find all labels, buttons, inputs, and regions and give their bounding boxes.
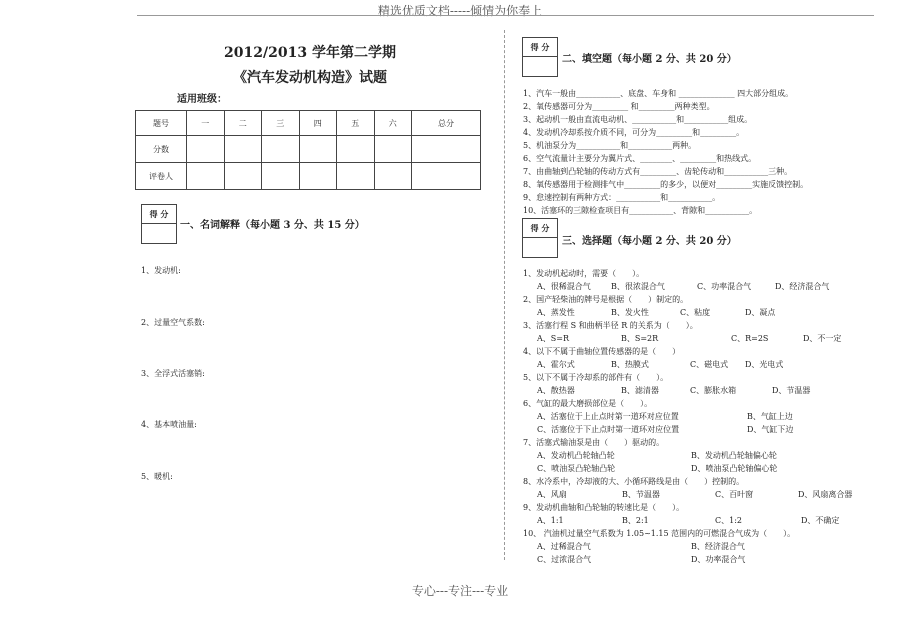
score-box-label: 得 分 xyxy=(142,205,176,224)
term-item: 3、全浮式活塞销: xyxy=(141,369,205,378)
choice-question: 8、水冷系中，冷却液的大、小循环路线是由（ ）控制的。 xyxy=(523,477,745,486)
choice-option[interactable]: B、热膜式 xyxy=(611,360,649,369)
fill-item: 9、怠速控制有两种方式：___________和___________。 xyxy=(523,193,721,202)
term-item: 1、发动机: xyxy=(141,266,181,275)
choice-option[interactable]: B、2:1 xyxy=(622,516,649,525)
choice-option[interactable]: C、磁电式 xyxy=(690,360,729,369)
header-cell: 二 xyxy=(224,111,262,136)
section3-score-box xyxy=(522,218,558,258)
choice-option[interactable]: B、滤清器 xyxy=(621,386,659,395)
choice-option[interactable]: A、活塞位于上止点时第一道环对应位置 xyxy=(537,412,679,421)
page-header: 精选优质文档-----倾情为你奉上 xyxy=(377,4,543,18)
choice-option[interactable]: D、凝点 xyxy=(745,308,776,317)
choice-option[interactable]: B、S=2R xyxy=(621,334,659,343)
term-item: 2、过量空气系数: xyxy=(141,318,205,327)
fill-item: 7、由曲轴到凸轮轴的传动方式有_________、齿轮传动和___________三种。 xyxy=(523,167,793,176)
choice-option[interactable]: D、喷油泵凸轮轴偏心轮 xyxy=(691,464,778,473)
choice-option[interactable]: D、光电式 xyxy=(745,360,784,369)
score-table xyxy=(135,110,481,190)
header-cell: 题号 xyxy=(136,111,187,136)
fill-item: 6、空气流量计主要分为翼片式、________、_________和热线式。 xyxy=(523,154,757,163)
choice-option[interactable]: A、散热器 xyxy=(537,386,575,395)
choice-option[interactable]: B、发动机凸轮轴偏心轮 xyxy=(691,451,777,460)
section3-title: 三、选择题（每小题 2 分、共 20 分） xyxy=(562,236,737,247)
header-cell: 五 xyxy=(337,111,375,136)
choice-option[interactable]: D、经济混合气 xyxy=(775,282,830,291)
choice-option[interactable]: A、蒸发性 xyxy=(537,308,575,317)
choice-option[interactable]: C、1:2 xyxy=(715,516,742,525)
grader-cell[interactable] xyxy=(262,163,300,190)
term-item: 5、暖机: xyxy=(141,472,173,481)
fill-item: 2、氧传感器可分为_________ 和_________两种类型。 xyxy=(523,102,715,111)
choice-option[interactable]: D、功率混合气 xyxy=(691,555,746,564)
score-cell[interactable] xyxy=(337,136,375,163)
fill-item: 10、活塞环的三隙检查项目有___________、背隙和___________。 xyxy=(523,206,758,215)
header-cell: 总分 xyxy=(412,111,481,136)
class-label: 适用班级： xyxy=(177,94,227,105)
choice-option[interactable]: B、经济混合气 xyxy=(691,542,745,551)
choice-option[interactable]: A、发动机凸轮轴凸轮 xyxy=(537,451,615,460)
choice-question: 1、发动机起动时，需要（ ）。 xyxy=(523,269,645,278)
fill-item: 3、起动机一般由直流电动机、___________和___________组成。 xyxy=(523,115,753,124)
section1-title: 一、名词解释（每小题 3 分、共 15 分） xyxy=(180,220,365,231)
choice-option[interactable]: C、活塞位于下止点时第一道环对应位置 xyxy=(537,425,680,434)
choice-option[interactable]: D、不确定 xyxy=(801,516,840,525)
fill-item: 4、发动机冷却系按介质不同，可分为_________和_________。 xyxy=(523,128,745,137)
choice-option[interactable]: A、霍尔式 xyxy=(537,360,575,369)
choice-option[interactable]: D、不一定 xyxy=(803,334,842,343)
choice-option[interactable]: A、过稀混合气 xyxy=(537,542,591,551)
row-label: 分数 xyxy=(136,136,187,163)
choice-option[interactable]: B、气缸上边 xyxy=(747,412,793,421)
section2-title: 二、填空题（每小题 2 分、共 20 分） xyxy=(562,54,737,65)
grader-row xyxy=(136,163,481,190)
fill-item: 5、机油泵分为___________和___________两种。 xyxy=(523,141,697,150)
choice-question: 7、活塞式输油泵是由（ ）驱动的。 xyxy=(523,438,665,447)
fill-item: 8、氧传感器用于检测排气中_________的多少，以便对_________实施反馈控制。 xyxy=(523,180,809,189)
choice-option[interactable]: C、粘度 xyxy=(680,308,711,317)
grader-cell[interactable] xyxy=(187,163,225,190)
score-row xyxy=(136,136,481,163)
choice-question: 3、活塞行程 S 和曲柄半径 R 的关系为（ ）。 xyxy=(523,321,698,330)
page-footer: 专心---专注---专业 xyxy=(411,584,509,598)
choice-option[interactable]: D、气缸下边 xyxy=(747,425,794,434)
score-box-label: 得 分 xyxy=(523,219,557,238)
grader-cell[interactable] xyxy=(299,163,337,190)
choice-option[interactable]: B、很浓混合气 xyxy=(611,282,665,291)
choice-question: 5、以下不属于冷却系的部件有（ ）。 xyxy=(523,373,669,382)
choice-option[interactable]: A、风扇 xyxy=(537,490,567,499)
header-cell: 三 xyxy=(262,111,300,136)
score-cell[interactable] xyxy=(374,136,412,163)
score-cell[interactable] xyxy=(224,136,262,163)
section2-score-box xyxy=(522,37,558,77)
choice-option[interactable]: D、节温器 xyxy=(772,386,811,395)
grader-cell[interactable] xyxy=(374,163,412,190)
score-box-label: 得 分 xyxy=(523,38,557,57)
choice-option[interactable]: C、喷油泵凸轮轴凸轮 xyxy=(537,464,616,473)
choice-question: 6、气缸的最大磨损部位是（ ）。 xyxy=(523,399,653,408)
exam-title: 《汽车发动机构造》试题 xyxy=(233,70,387,86)
choice-question: 9、发动机曲轴和凸轮轴的转速比是（ ）。 xyxy=(523,503,685,512)
choice-option[interactable]: A、很稀混合气 xyxy=(537,282,591,291)
header-cell: 四 xyxy=(299,111,337,136)
choice-option[interactable]: B、发火性 xyxy=(611,308,649,317)
term-item: 4、基本喷油量: xyxy=(141,420,197,429)
score-table-header-row xyxy=(136,111,481,136)
score-cell[interactable] xyxy=(412,136,481,163)
choice-option[interactable]: C、R=2S xyxy=(731,334,769,343)
header-cell: 六 xyxy=(374,111,412,136)
choice-option[interactable]: C、过浓混合气 xyxy=(537,555,592,564)
grader-cell[interactable] xyxy=(224,163,262,190)
score-cell[interactable] xyxy=(299,136,337,163)
section1-score-box xyxy=(141,204,177,244)
row-label: 评卷人 xyxy=(136,163,187,190)
choice-option[interactable]: C、功率混合气 xyxy=(697,282,752,291)
choice-option[interactable]: D、风扇离合器 xyxy=(798,490,853,499)
choice-question: 4、以下不属于曲轴位置传感器的是（ ） xyxy=(523,347,681,356)
choice-option[interactable]: A、1:1 xyxy=(537,516,564,525)
header-cell: 一 xyxy=(187,111,225,136)
choice-question: 10、 汽油机过量空气系数为 1.05~1.15 范围内的可燃混合气成为（ ）。 xyxy=(523,529,796,538)
grader-cell[interactable] xyxy=(337,163,375,190)
score-cell[interactable] xyxy=(262,136,300,163)
score-cell[interactable] xyxy=(187,136,225,163)
choice-option[interactable]: A、S=R xyxy=(537,334,569,343)
column-divider xyxy=(504,30,505,560)
fill-item: 1、汽车一般由___________、底盘、车身和 ______________ 四大部分组成。 xyxy=(523,89,794,98)
exam-term: 2012/2013 学年第二学期 xyxy=(224,45,396,61)
choice-option[interactable]: C、膨胀水箱 xyxy=(690,386,737,395)
choice-question: 2、国产轻柴油的牌号是根据（ ）制定的。 xyxy=(523,295,689,304)
grader-cell[interactable] xyxy=(412,163,481,190)
choice-option[interactable]: C、百叶窗 xyxy=(715,490,754,499)
choice-option[interactable]: B、节温器 xyxy=(622,490,660,499)
header-rule xyxy=(137,15,874,16)
